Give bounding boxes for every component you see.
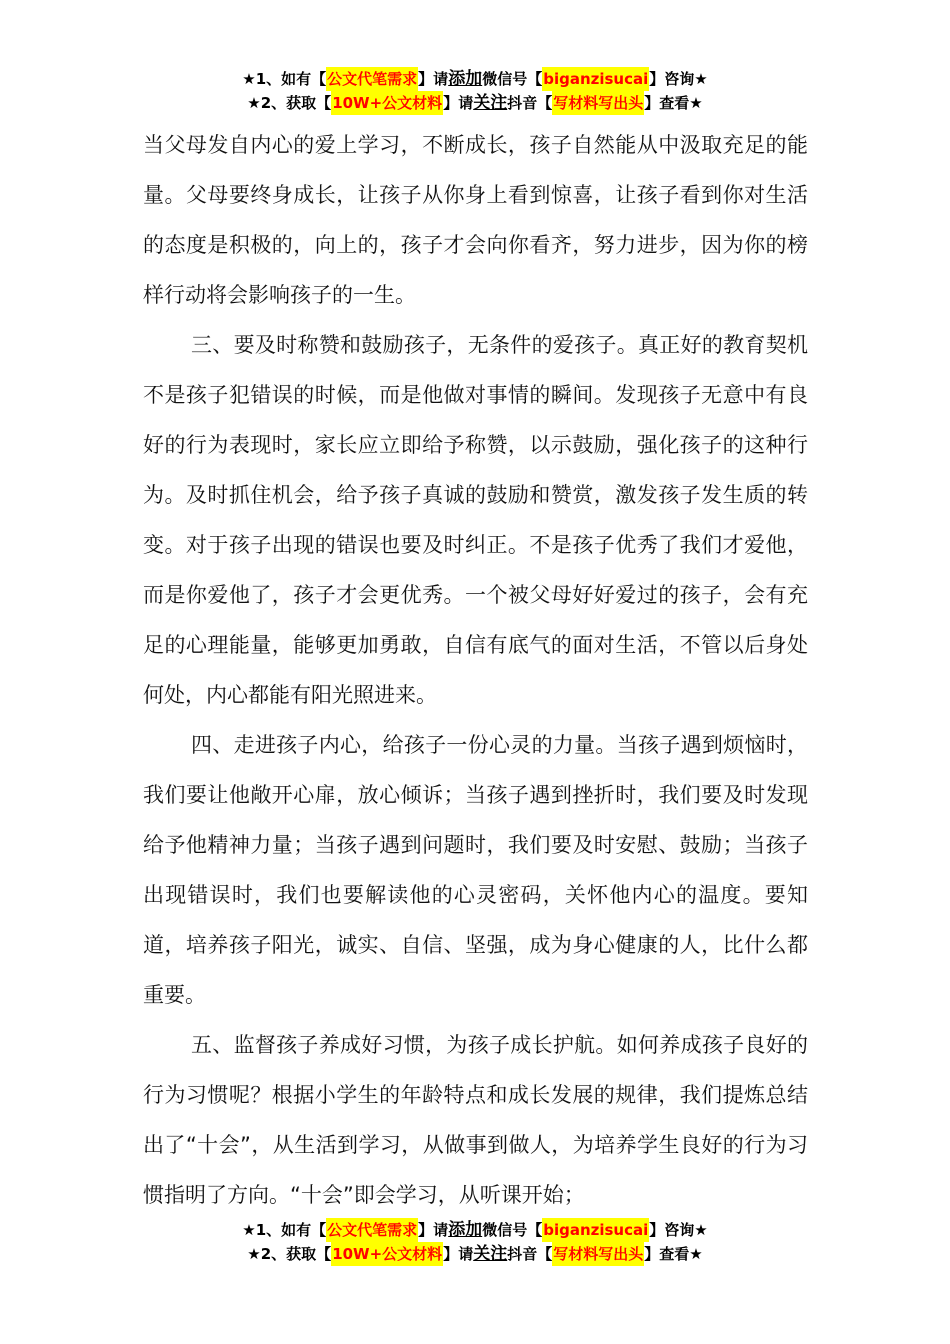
banner-text: 】查看★ bbox=[644, 1245, 703, 1263]
banner-text: ★2、获取【 bbox=[247, 94, 332, 112]
banner-text: 】咨询★ bbox=[649, 1221, 708, 1239]
paragraph: 当父母发自内心的爱上学习，不断成长，孩子自然能从中汲取充足的能量。父母要终身成长，让孩子从你身上看到惊喜，让孩子看到你对生活的态度是积极的，向上的，孩子才会向你看齐，努力进步，因为你的榜样行动将会影响孩子的一生。 bbox=[143, 133, 808, 307]
banner-douyin-id: 写材料写出头 bbox=[552, 91, 644, 115]
footer-banner bbox=[0, 1218, 950, 1266]
paragraph: 五、监督孩子养成好习惯，为孩子成长护航。如何养成孩子良好的行为习惯呢？根据小学生的年龄特点和成长发展的规律，我们提炼总结出了“十会”，从生活到学习，从做事到做人，为培养学生良好的行为习惯指明了方向。“十会”即会学习，从听课开始； bbox=[143, 1033, 808, 1207]
banner-text: ★1、如有【 bbox=[242, 1221, 327, 1239]
banner-text: ★1、如有【 bbox=[242, 70, 327, 88]
banner-text: 微信号【 bbox=[482, 1221, 543, 1239]
banner-text: 抖音【 bbox=[507, 1245, 553, 1263]
paragraph: 四、走进孩子内心，给孩子一份心灵的力量。当孩子遇到烦恼时，我们要让他敞开心扉，放心倾诉；当孩子遇到挫折时，我们要及时发现给予他精神力量；当孩子遇到问题时，我们要及时安慰、鼓励；当孩子出现错误时，我们也要解读他的心灵密码，关怀他内心的温度。要知道，培养孩子阳光，诚实、自信、坚强，成为身心健康的人，比什么都重要。 bbox=[143, 733, 808, 1007]
banner-douyin-id: 写材料写出头 bbox=[552, 1242, 644, 1266]
banner-highlight: 10W+公文材料 bbox=[331, 91, 443, 115]
banner-text: 】请 bbox=[418, 70, 449, 88]
banner-text: ★2、获取【 bbox=[247, 1245, 332, 1263]
banner-text: 抖音【 bbox=[507, 94, 553, 112]
banner-emphasis: 关注 bbox=[473, 1244, 508, 1264]
banner-line-2 bbox=[0, 1242, 950, 1266]
banner-line-2 bbox=[0, 91, 950, 115]
banner-text: 】咨询★ bbox=[649, 70, 708, 88]
banner-highlight: 公文代笔需求 bbox=[326, 1218, 418, 1242]
banner-text: 】查看★ bbox=[644, 94, 703, 112]
banner-highlight: 10W+公文材料 bbox=[331, 1242, 443, 1266]
banner-line-1 bbox=[0, 67, 950, 91]
banner-highlight: 公文代笔需求 bbox=[326, 67, 418, 91]
banner-text: 】请 bbox=[443, 1245, 474, 1263]
header-banner bbox=[0, 67, 950, 115]
banner-emphasis: 关注 bbox=[473, 93, 508, 113]
banner-text: 微信号【 bbox=[482, 70, 543, 88]
paragraph: 三、要及时称赞和鼓励孩子，无条件的爱孩子。真正好的教育契机不是孩子犯错误的时候，而是他做对事情的瞬间。发现孩子无意中有良好的行为表现时，家长应立即给予称赞，以示鼓励，强化孩子的这种行为。及时抓住机会，给予孩子真诚的鼓励和赞赏，激发孩子发生质的转变。对于孩子出现的错误也要及时纠正。不是孩子优秀了我们才爱他，而是你爱他了，孩子才会更优秀。一个被父母好好爱过的孩子，会有充足的心理能量，能够更加勇敢，自信有底气的面对生活，不管以后身处何处，内心都能有阳光照进来。 bbox=[143, 333, 808, 707]
banner-emphasis: 添加 bbox=[448, 1220, 483, 1240]
banner-wechat-id: biganzisucai bbox=[542, 67, 649, 91]
banner-text: 】请 bbox=[418, 1221, 449, 1239]
banner-emphasis: 添加 bbox=[448, 69, 483, 89]
banner-line-1 bbox=[0, 1218, 950, 1242]
banner-wechat-id: biganzisucai bbox=[542, 1218, 649, 1242]
document-body bbox=[143, 120, 808, 1220]
banner-text: 】请 bbox=[443, 94, 474, 112]
